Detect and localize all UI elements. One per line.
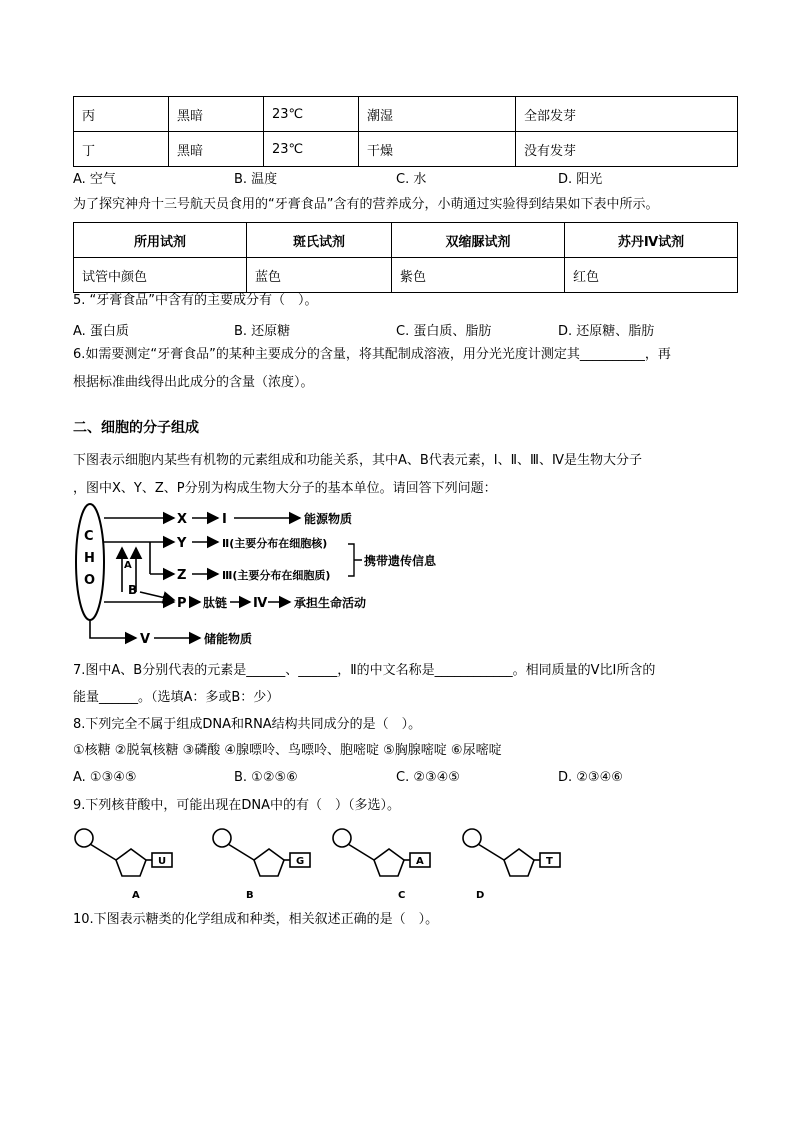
option-a[interactable]: A. 蛋白质 xyxy=(73,324,129,339)
table-cell: 全部发芽 xyxy=(516,97,738,132)
column-header: 苏丹Ⅳ试剂 xyxy=(565,223,738,258)
storage-label: 储能物质 xyxy=(204,632,253,646)
food-intro: 为了探究神舟十三号航天员食用的“牙膏食品”含有的营养成分，小萌通过实验得到结果如下表中所示。 xyxy=(73,197,659,212)
nucleotide-a[interactable] xyxy=(75,829,172,901)
base-label: T xyxy=(546,856,553,867)
table-cell: 黑暗 xyxy=(169,97,264,132)
q5-stem: 5. “牙膏食品”中含有的主要成分有（ ）。 xyxy=(73,293,318,308)
element-function-diagram xyxy=(70,502,470,652)
option-a[interactable]: A. 空气 xyxy=(73,172,116,187)
intro2-line2: ，图中X、Y、Z、P分别为构成生物大分子的基本单位。请回答下列问题： xyxy=(73,481,497,496)
nucleotide-figures xyxy=(70,822,570,904)
table-cell: 试管中颜色 xyxy=(74,258,247,293)
table-cell: 干燥 xyxy=(359,132,516,167)
section-title: 二、细胞的分子组成 xyxy=(73,420,199,436)
option-b[interactable]: B. 温度 xyxy=(234,172,278,187)
table-cell: 丙 xyxy=(74,97,169,132)
i-label: Ⅰ xyxy=(222,512,227,527)
q10-stem: 10.下图表示糖类的化学组成和种类，相关叙述正确的是（ ）。 xyxy=(73,912,439,927)
table-cell: 潮湿 xyxy=(359,97,516,132)
choice-label: B xyxy=(246,890,254,901)
experiment-table xyxy=(73,96,738,167)
z-label: Z xyxy=(177,568,187,583)
q6-line1: 6.如需要测定“牙膏食品”的某种主要成分的含量，将其配制成溶液，用分光光度计测定其__________，再 xyxy=(73,347,671,362)
ii-label: Ⅱ(主要分布在细胞核) xyxy=(222,537,328,550)
p-label: P xyxy=(177,596,187,611)
q8-items: ①核糖 ②脱氧核糖 ③磷酸 ④腺嘌呤、鸟嘌呤、胞嘧啶 ⑤胸腺嘧啶 ⑥尿嘧啶 xyxy=(73,743,502,758)
q6-line2: 根据标准曲线得出此成分的含量（浓度）。 xyxy=(73,375,314,390)
energy-label: 能源物质 xyxy=(304,512,353,526)
option-b[interactable]: B. 还原糖 xyxy=(234,324,291,339)
table-cell: 没有发芽 xyxy=(516,132,738,167)
life-label: 承担生命活动 xyxy=(294,596,367,610)
table-cell: 红色 xyxy=(565,258,738,293)
genetic-label: 携带遗传信息 xyxy=(364,554,437,568)
choice-label: A xyxy=(132,890,140,901)
option-d[interactable]: D. 还原糖、脂肪 xyxy=(558,324,655,339)
table-cell: 丁 xyxy=(74,132,169,167)
table-header-row xyxy=(74,223,738,258)
reagent-table xyxy=(73,222,738,293)
option-a[interactable]: A. ①③④⑤ xyxy=(73,770,137,785)
x-label: X xyxy=(177,512,188,527)
table-row xyxy=(74,258,738,293)
element-c: C xyxy=(84,529,94,544)
table-row xyxy=(74,132,738,167)
option-c[interactable]: C. ②③④⑤ xyxy=(396,770,460,785)
nucleotide-c[interactable] xyxy=(333,829,430,901)
a-label: A xyxy=(124,560,132,571)
option-c[interactable]: C. 蛋白质、脂肪 xyxy=(396,324,492,339)
option-d[interactable]: D. 阳光 xyxy=(558,172,603,187)
v-label: V xyxy=(140,632,151,647)
column-header: 斑氏试剂 xyxy=(247,223,392,258)
nucleotide-b[interactable] xyxy=(213,829,310,901)
q9-stem: 9.下列核苷酸中，可能出现在DNA中的有（ ）（多选）。 xyxy=(73,798,401,813)
element-h: H xyxy=(84,551,95,566)
option-b[interactable]: B. ①②⑤⑥ xyxy=(234,770,298,785)
peptide-label: 肽链 xyxy=(203,596,228,610)
table-cell: 23℃ xyxy=(264,97,359,132)
option-c[interactable]: C. 水 xyxy=(396,172,427,187)
intro2-line1: 下图表示细胞内某些有机物的元素组成和功能关系，其中A、B代表元素，Ⅰ、Ⅱ、Ⅲ、Ⅳ是生物大分子 xyxy=(73,453,643,468)
table-row xyxy=(74,97,738,132)
q7-line2: 能量______。（选填A：多或B：少） xyxy=(73,690,280,705)
q8-stem: 8.下列完全不属于组成DNA和RNA结构共同成分的是（ ）。 xyxy=(73,717,422,732)
choice-label: C xyxy=(398,890,406,901)
choice-label: D xyxy=(476,890,485,901)
element-o: O xyxy=(84,573,96,588)
y-label: Y xyxy=(177,536,187,551)
iv-label: Ⅳ xyxy=(253,596,268,611)
table-cell: 黑暗 xyxy=(169,132,264,167)
q7-line1: 7.图中A、B分别代表的元素是______、______，Ⅱ的中文名称是____________。相同质量的Ⅴ比Ⅰ所含的 xyxy=(73,663,656,678)
column-header: 双缩脲试剂 xyxy=(392,223,565,258)
base-label: G xyxy=(296,856,305,867)
option-d[interactable]: D. ②③④⑥ xyxy=(558,770,623,785)
table-cell: 紫色 xyxy=(392,258,565,293)
nucleotide-d[interactable] xyxy=(463,829,560,901)
b-label: B xyxy=(128,583,138,597)
iii-label: Ⅲ(主要分布在细胞质) xyxy=(222,569,331,582)
column-header: 所用试剂 xyxy=(74,223,247,258)
base-label: A xyxy=(416,856,424,867)
table-cell: 23℃ xyxy=(264,132,359,167)
table-cell: 蓝色 xyxy=(247,258,392,293)
base-label: U xyxy=(158,856,167,867)
